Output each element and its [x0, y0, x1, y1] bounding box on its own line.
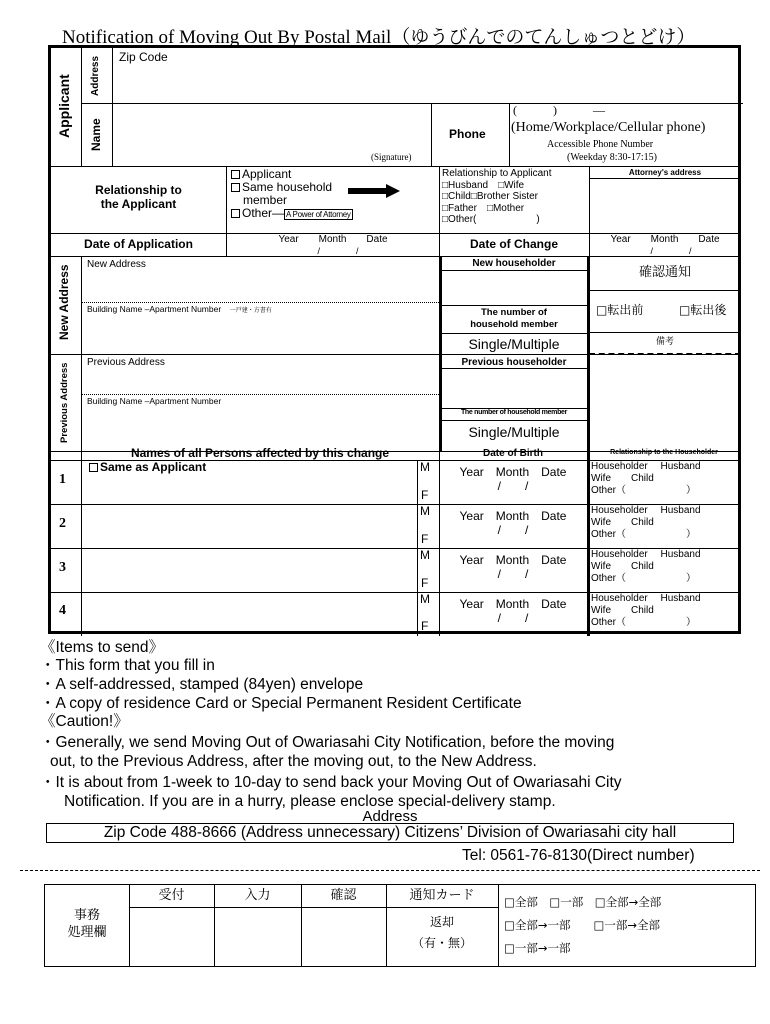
name-field[interactable] — [83, 550, 415, 590]
female-option[interactable]: F — [421, 532, 429, 546]
zip-code-label: Zip Code — [119, 50, 168, 64]
names-header: Names of all Persons affected by this change — [130, 446, 390, 460]
same-as-applicant-checkbox[interactable]: Same as Applicant — [89, 461, 206, 475]
previous-building-field[interactable] — [83, 408, 437, 448]
form-title: Notification of Moving Out By Postal Mail（ゆうびんでのてんしゅつとどけ） — [62, 27, 696, 48]
received-header: 受付 — [158, 888, 185, 903]
previous-address-section-label: Previous Address — [59, 362, 70, 443]
new-householder-label: New householder — [472, 258, 556, 269]
new-address-field[interactable] — [83, 270, 437, 300]
male-option[interactable]: M — [420, 548, 430, 562]
caution-2a: ・It is about from 1-week to 10-day to send back your Moving Out of Owariasahi City — [40, 774, 622, 791]
rel-options[interactable]: Householder Husband Wife Child Other（ ） — [591, 549, 701, 584]
dob-header: Date of Birth — [483, 448, 543, 459]
applicant-section-label: Applicant — [56, 74, 72, 138]
dob-field[interactable]: Year Month Date / / — [459, 553, 567, 581]
male-option[interactable]: M — [420, 592, 430, 606]
attorney-address-label: Attorney's address — [628, 168, 702, 177]
row-number: 1 — [59, 472, 66, 487]
row-number: 3 — [59, 560, 66, 575]
arrow-right-icon — [348, 184, 400, 198]
confirm-notice: 確認通知 — [638, 265, 691, 280]
row-number: 4 — [59, 603, 66, 618]
option-same-household[interactable]: Same household — [231, 181, 353, 194]
signature-note: (Signature) — [371, 152, 412, 162]
return-address-line: Zip Code 488-8666 (Address unnecessary) Citizens’ Division of Owariasahi city hall — [103, 824, 677, 841]
caution-2b: Notification. If you are in a hurry, please enclose special-delivery stamp. — [64, 793, 556, 810]
caution-1b: out, to the Previous Address, after the moving out, to the New Address. — [50, 753, 537, 770]
new-address-label: New Address — [87, 259, 146, 270]
before-move-checkbox[interactable]: □転出前 — [596, 303, 644, 317]
previous-single-multiple[interactable]: Single/Multiple — [468, 424, 560, 440]
new-single-multiple[interactable]: Single/Multiple — [468, 336, 560, 352]
office-options-3[interactable]: □一部→一部 — [504, 941, 571, 955]
female-option[interactable]: F — [421, 488, 429, 502]
attorney-address-field[interactable] — [591, 180, 739, 230]
date-of-change-label: Date of Change — [469, 237, 558, 251]
name-field[interactable] — [83, 594, 415, 632]
female-option[interactable]: F — [421, 576, 429, 590]
phone-label: Phone — [449, 127, 486, 141]
new-building-label: Building Name –Apartment Number 一戸建・方書有 — [87, 304, 272, 314]
input-header: 入力 — [244, 888, 271, 903]
dob-field[interactable]: Year Month Date / / — [459, 597, 567, 625]
return-label: 返却 — [429, 915, 454, 929]
office-options-1[interactable]: □全部 □一部 □全部→全部 — [504, 895, 662, 909]
address-field[interactable] — [113, 50, 733, 100]
phone-hours: (Weekday 8:30-17:15) — [567, 152, 657, 163]
item-residence-card: ・A copy of residence Card or Special Permanent Resident Certificate — [40, 695, 522, 712]
return-yes-no[interactable]: （有・無） — [411, 936, 472, 950]
male-option[interactable]: M — [420, 460, 430, 474]
item-envelope: ・A self-addressed, stamped (84yen) envelope — [40, 676, 364, 693]
office-label: 事務 処理欄 — [67, 908, 107, 940]
item-form: ・This form that you fill in — [40, 657, 215, 674]
relationship-options: Applicant Same household member Other— A Power of Attorney — [231, 168, 353, 221]
application-date-field[interactable]: Year Month Date / / — [278, 234, 388, 256]
previous-address-field[interactable] — [83, 368, 437, 392]
name-field[interactable] — [83, 506, 415, 546]
caution-1a: ・Generally, we send Moving Out of Owariasahi City Notification, before the moving — [40, 734, 615, 751]
moving-out-form — [48, 45, 741, 634]
cut-line — [20, 870, 760, 871]
previous-householder-field[interactable] — [442, 370, 586, 406]
relationship-label: Relationship to the Applicant — [95, 183, 182, 211]
row-number: 2 — [59, 516, 66, 531]
confirm-header: 確認 — [330, 888, 357, 903]
relationship-to-applicant: Relationship to Applicant □Husband □Wife □Child□Brother Sister □Father □Mother □Other( ) — [442, 168, 552, 225]
after-move-checkbox[interactable]: □転出後 — [679, 303, 727, 317]
dob-field[interactable]: Year Month Date / / — [459, 465, 567, 493]
phone-types: (Home/Workplace/Cellular phone) — [511, 120, 706, 135]
new-members-label: The number of household member — [470, 307, 558, 330]
rel-options[interactable]: Householder Husband Wife Child Other（ ） — [591, 461, 701, 496]
option-applicant[interactable]: Applicant — [231, 168, 353, 181]
rel-header: Relationship to the Householder — [610, 449, 718, 456]
change-date-field[interactable]: Year Month Date / / — [610, 234, 720, 256]
tel-number: Tel: 0561-76-8130(Direct number) — [462, 847, 695, 864]
caution-heading: 《Caution!》 — [40, 713, 129, 730]
rel-options[interactable]: Householder Husband Wife Child Other（ ） — [591, 593, 701, 628]
previous-address-label: Previous Address — [87, 357, 165, 368]
power-of-attorney-box: A Power of Attorney — [286, 210, 351, 219]
previous-building-label: Building Name –Apartment Number — [87, 396, 222, 406]
previous-members-label: The number of household member — [460, 409, 568, 416]
phone-paren: ( ) — — [513, 103, 605, 117]
items-heading: 《Items to send》 — [40, 639, 165, 656]
return-address-label: Address — [362, 808, 418, 825]
office-use-table — [44, 884, 756, 967]
new-address-section-label: New Address — [57, 264, 71, 340]
phone-accessible: Accessible Phone Number — [547, 139, 654, 150]
option-other[interactable]: Other— A Power of Attorney — [231, 207, 353, 221]
previous-householder-label: Previous householder — [461, 357, 567, 368]
rel-options[interactable]: Householder Husband Wife Child Other（ ） — [591, 505, 701, 540]
new-building-field[interactable] — [83, 318, 437, 352]
remarks-label: 備考 — [655, 337, 674, 347]
notice-card-header: 通知カード — [409, 888, 475, 903]
new-householder-field[interactable] — [442, 272, 586, 303]
date-of-application-label: Date of Application — [84, 237, 193, 251]
address-label: Address — [90, 55, 101, 96]
female-option[interactable]: F — [421, 619, 429, 633]
male-option[interactable]: M — [420, 504, 430, 518]
dob-field[interactable]: Year Month Date / / — [459, 509, 567, 537]
name-label: Name — [89, 118, 103, 152]
office-options-2[interactable]: □全部→一部 □一部→全部 — [504, 918, 661, 932]
